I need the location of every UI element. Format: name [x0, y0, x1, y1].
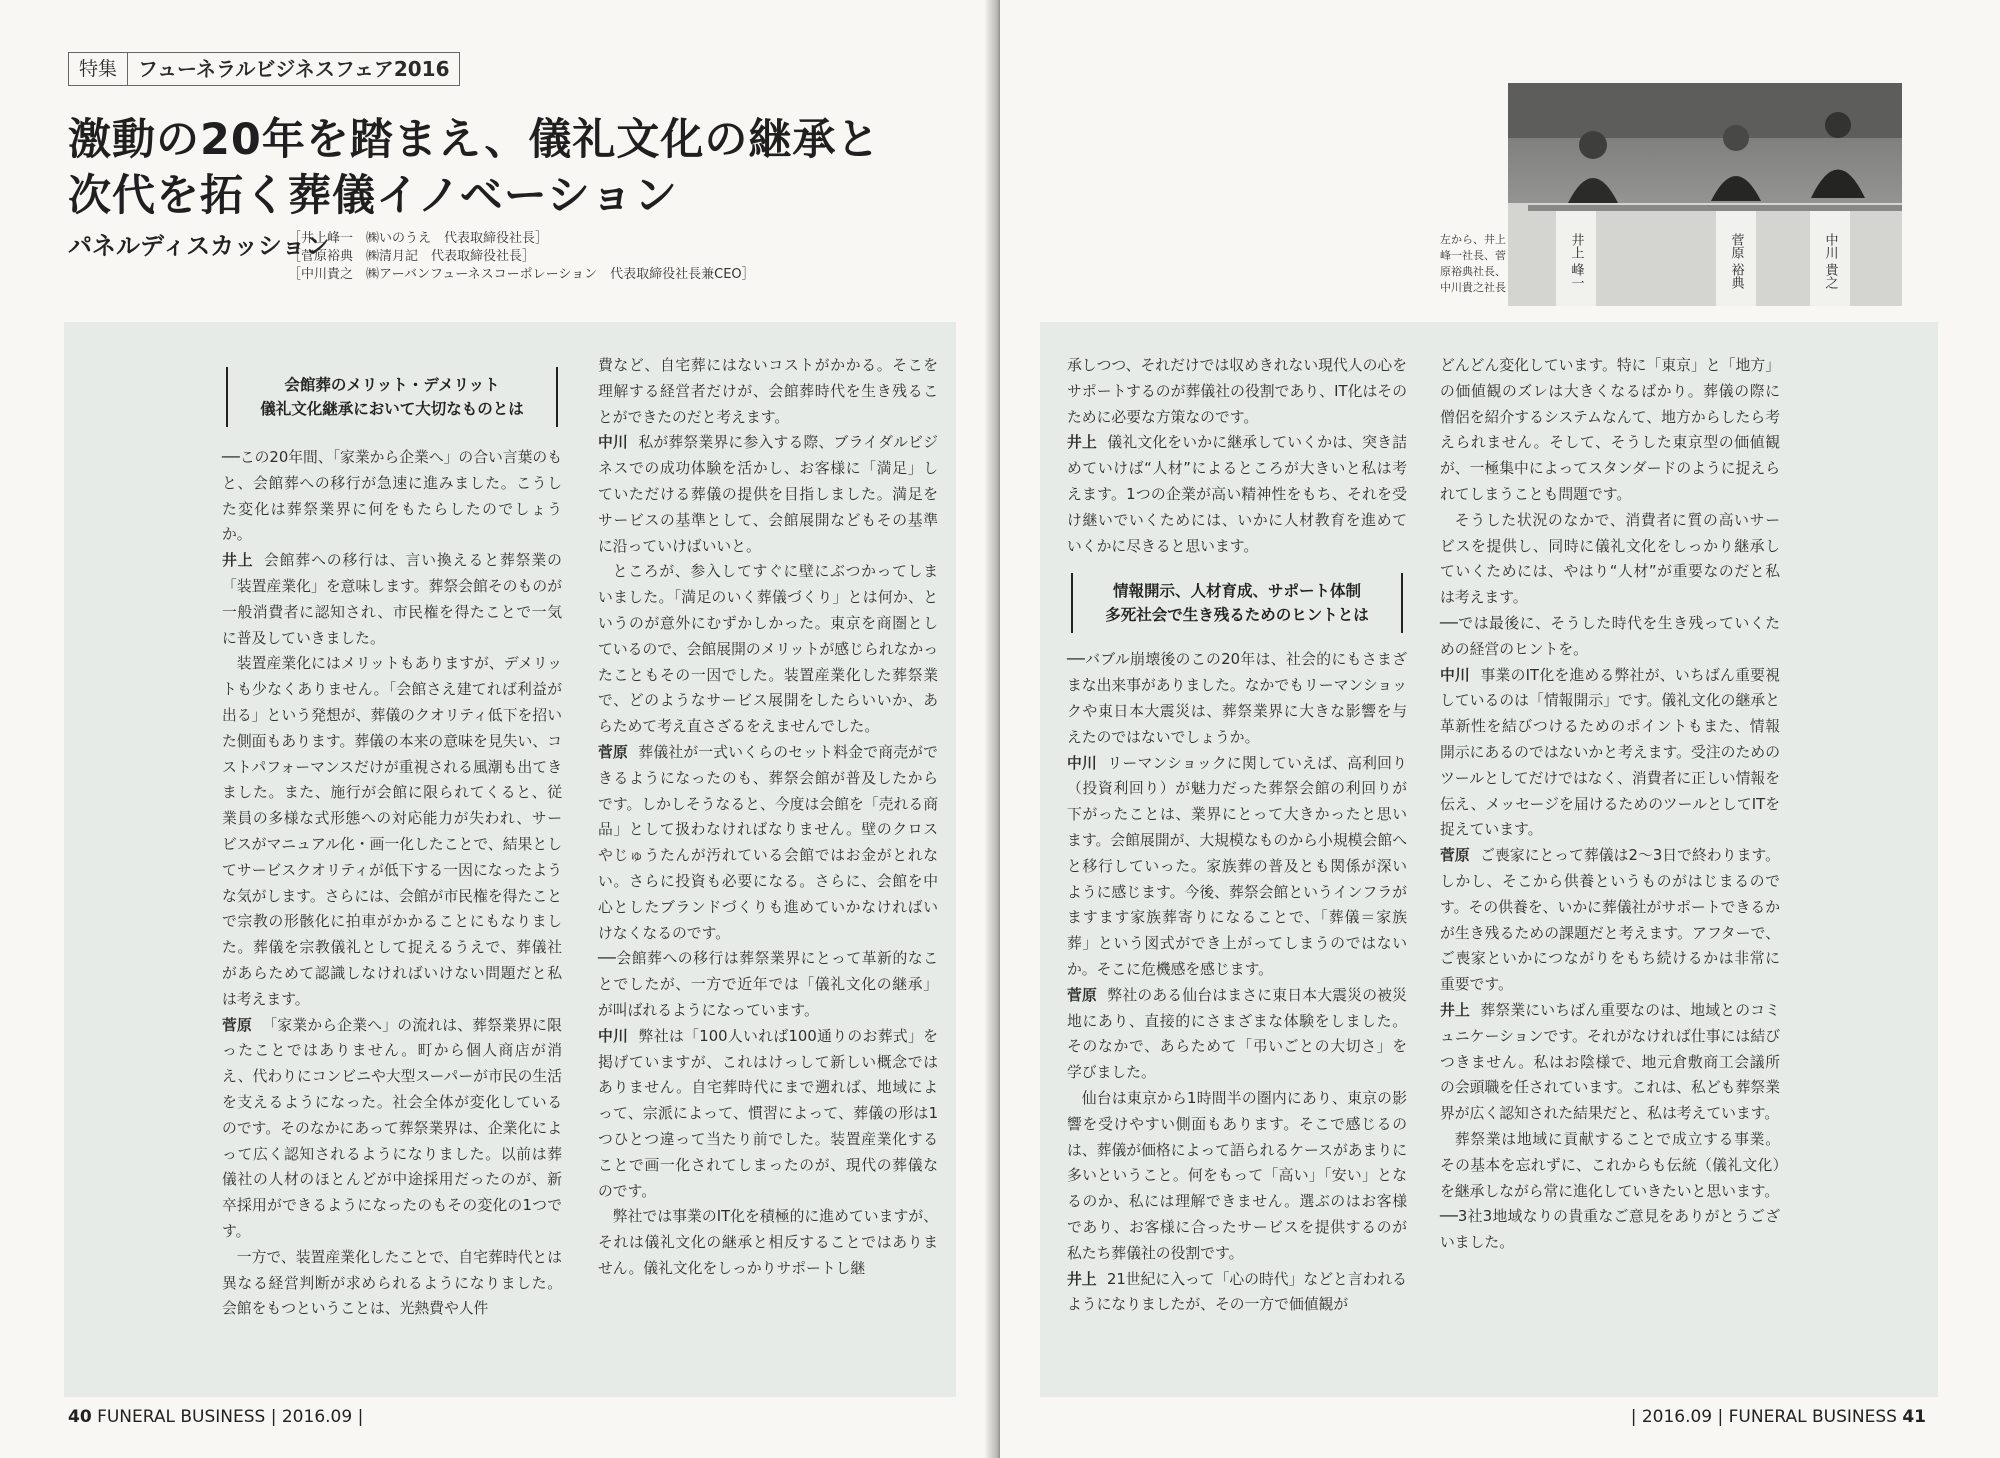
paragraph [1067, 353, 1407, 430]
paragraph [1440, 611, 1780, 663]
paragraph [1440, 508, 1780, 611]
paragraph-text: ──では最後に、そうした時代を生き残っていくための経営のヒントを。 [1440, 614, 1780, 658]
nameplate-3: 中川 貴之 [1822, 233, 1838, 290]
paragraph [1440, 998, 1780, 1127]
headline-line-1: 激動の20年を踏まえ、儀礼文化の継承と [68, 115, 881, 165]
section-1-line-1: 会館葬のメリット・デメリット [284, 376, 500, 394]
paragraph [222, 1013, 562, 1245]
paragraph-text: ご喪家にとって葬儀は2～3日で終わります。しかし、そこから供養というものがはじまるのです。その供養を、いかに葬儀社がサポートできるかが生き残るための課題だと考えます。アフターで、ご喪家といかにつながりをもち続けるかは非常に重要です。 [1440, 847, 1780, 994]
folio-right [1631, 1407, 1926, 1427]
paragraph [598, 1024, 938, 1205]
paragraph [222, 548, 562, 651]
paragraph [1440, 1204, 1780, 1256]
paragraph-text: 21世紀に入って「心の時代」などと言われるようになりましたが、その一方で価値観が [1067, 1270, 1407, 1314]
paragraph-text: ──バブル崩壊後のこの20年は、社会的にもさまざまな出来事がありました。なかでもリーマンショックや東日本大震災は、葬祭業界に大きな影響を与えたのではないでしょうか。 [1067, 651, 1407, 746]
folio-left-text: FUNERAL BUSINESS | 2016.09 | [91, 1407, 364, 1427]
feature-tag [68, 52, 460, 86]
article-subhead: パネルディスカッション [68, 232, 330, 260]
section-1-line-2: 儀礼文化継承において大切なものとは [260, 400, 524, 418]
paragraph [598, 559, 938, 740]
paragraph-text: どんどん変化しています。特に「東京」と「地方」の価値観のズレは大きくなるばかり。葬儀の際に僧侶を紹介するシステムなんて、地方からしたら考えられません。そして、そうした東京型の価値観が、一極集中によってスタンダードのように捉えられてしまうことも問題です。 [1440, 357, 1780, 503]
photo-caption: 左から、井上峰一社長、菅原裕典社長、中川貴之社長 [1440, 233, 1506, 294]
speaker-name: 菅原 [598, 743, 628, 761]
paragraph-text: 装置産業化にはメリットもありますが、デメリットも少なくありません。「会館さえ建てれば利益が出る」という発想が、葬儀のクオリティ低下を招いた側面もあります。葬儀の本来の意味を見失い、コストパフォーマンスだけが重視される風潮も出てきました。また、施行が会館に限られてくると、従業員の多様な式形態への対応能力が失われ、サービスがマニュアル化・画一化したことで、結果としてサービスクオリティが低下する一因になったような気がします。さらには、会館が市民権を得たことで宗教の形骸化に拍車がかかることにもなりました。葬儀を宗教儀礼として捉えるうえで、葬儀社があらためて認識しなければいけない問題だと私は考えます。 [222, 655, 562, 1008]
paragraph [222, 651, 562, 1012]
article-headline [68, 112, 918, 224]
paragraph [222, 1245, 562, 1322]
speaker-name: 中川 [1440, 666, 1471, 684]
section-heading-2 [1071, 573, 1403, 633]
paragraph-text: 私が葬祭業界に参入する際、ブライダルビジネスでの成功体験を活かし、お客様に「満足」していただける葬儀の提供を目指しました。満足をサービスの基準として、会館展開などもその基準に沿っていけばいいと。 [598, 434, 938, 555]
nameplate-2: 菅原 裕典 [1728, 233, 1744, 290]
paragraph-text: そうした状況のなかで、消費者に質の高いサービスを提供し、同時に儀礼文化をしっかり継承していくためには、やはり“人材”が重要なのだと私は考えます。 [1440, 511, 1780, 607]
headline-line-2: 次代を拓く葬儀イノベーション [68, 171, 678, 221]
paragraph-text: 葬儀社が一式いくらのセット料金で商売ができるようになったのも、葬祭会館が普及したからです。しかしそうなると、今度は会館を「売れる商品」として扱わなければなりません。壁のクロスやじゅうたんが汚れている会館ではお金がとれない。さらに投資も必要になる。さらに、会館を中心としたブランドづくりも進めていかなければいけなくなるのです。 [598, 743, 938, 942]
paragraph [1067, 647, 1407, 750]
paragraph-text: 弊社では事業のIT化を積極的に進めていますが、それは儀礼文化の継承と相反することではありません。儀礼文化をしっかりサポートし継 [598, 1208, 938, 1277]
speaker-name: 中川 [598, 1027, 629, 1045]
speaker-name: 井上 [1067, 1270, 1097, 1288]
column-2 [598, 353, 938, 1282]
paragraph-text: リーマンショックに関していえば、高利回り（投資利回り）が魅力だった葬祭会館の利回りが下がったことは、業界にとって大きかったと思います。会館展開が、大規模なものから小規模会館へと移行していった。家族葬の普及とも関係が深いように感じます。今後、葬祭会館というインフラがますます家族葬寄りになることで、「葬儀＝家族葬」という図式ができ上がってしまうのではないか。そこに危機感を感じます。 [1067, 754, 1407, 978]
folio-left [68, 1407, 363, 1427]
panelist-list [288, 230, 755, 284]
paragraph [222, 445, 562, 548]
paragraph-text: ──会館葬への移行は葬祭業界にとって革新的なことでしたが、一方で近年では「儀礼文化の継承」が叫ばれるようになっています。 [598, 950, 938, 1019]
panelist-1: ［井上峰一 ㈱いのうえ 代表取締役社長］ [288, 231, 549, 246]
paragraph-text: 弊社は「100人いれば100通りのお葬式」を掲げていますが、これはけっして新しい概念ではありません。自宅葬時代にまで遡れば、地域によって、宗派によって、慣習によって、葬儀の形は1つひとつ違って当たり前でした。装置産業化することで画一化されてしまったのが、現代の葬儀なのです。 [598, 1027, 938, 1200]
paragraph-text: 葬祭業は地域に貢献することで成立する事業。その基本を忘れずに、これからも伝統（儀礼文化）を継承しながら常に進化していきたいと思います。 [1440, 1130, 1780, 1200]
paragraph [598, 740, 938, 946]
paragraph [598, 946, 938, 1023]
paragraph [1440, 843, 1780, 998]
panel-photo [1508, 83, 1902, 306]
paragraph-text: ──3社3地域なりの貴重なご意見をありがとうございました。 [1440, 1208, 1780, 1252]
left-page [0, 0, 990, 1458]
panel-photo-image [1508, 83, 1902, 306]
folio-right-text: | 2016.09 | FUNERAL BUSINESS [1630, 1407, 1903, 1427]
paragraph [1067, 1267, 1407, 1319]
section-2-line-1: 情報開示、人材育成、サポート体制 [1112, 582, 1361, 601]
nameplate-1: 井上 峰一 [1568, 233, 1584, 290]
paragraph [598, 353, 938, 430]
page-number-right: 41 [1902, 1407, 1926, 1427]
paragraph [1440, 353, 1780, 508]
speaker-name: 中川 [598, 434, 629, 452]
feature-title: フューネラルビジネスフェア2016 [138, 57, 450, 81]
paragraph-text: 費など、自宅葬にはないコストがかかる。そこを理解する経営者だけが、会館葬時代を生き残ることができたのだと考えます。 [598, 357, 938, 426]
section-heading-1 [226, 367, 558, 427]
paragraph-text: 弊社のある仙台はまさに東日本大震災の被災地にあり、直接的にさまざまな体験をしました。そのなかで、あらためて「弔いごとの大切さ」を学びました。 [1067, 986, 1407, 1082]
paragraph [1067, 1086, 1407, 1267]
panelist-3: ［中川貴之 ㈱アーバンフューネスコーポレーション 代表取締役社長兼CEO］ [288, 267, 755, 282]
paragraph-text: 儀礼文化をいかに継承していくかは、突き詰めていけば“人材”によるところが大きいと私は考えます。1つの企業が高い精神性をもち、それを受け継いでいくためには、いかに人材教育を進めていくかに尽きると思います。 [1067, 434, 1407, 555]
speaker-name: 井上 [222, 552, 254, 570]
speaker-name: 井上 [1067, 434, 1097, 452]
paragraph-text: 一方で、装置産業化したことで、自宅葬時代とは異なる経営判断が求められるようになりました。会館をもつということは、光熱費や人件 [222, 1248, 562, 1318]
paragraph-text: ──この20年間、「家業から企業へ」の合い言葉のもと、会館葬への移行が急速に進みました。こうした変化は葬祭業界に何をもたらしたのでしょうか。 [222, 449, 562, 544]
paragraph [1067, 751, 1407, 983]
paragraph [1440, 663, 1780, 844]
column-4 [1440, 353, 1780, 1256]
paragraph-text: 仙台は東京から1時間半の圏内にあり、東京の影響を受けやすい側面もあります。そこで感じるのは、葬儀が価格によって語られるケースがあまりに多いということ。何をもって「高い」「安い」となるのか、私には理解できません。選ぶのはお客様であり、お客様に合ったサービスを提供するのが私たち葬儀社の役割です。 [1067, 1089, 1407, 1262]
paragraph [1440, 1127, 1780, 1204]
speaker-name: 中川 [1067, 754, 1098, 772]
paragraph [598, 1204, 938, 1281]
speaker-name: 菅原 [222, 1016, 252, 1034]
paragraph [1067, 983, 1407, 1086]
paragraph-text: 承しつつ、それだけでは収めきれない現代人の心をサポートするのが葬儀社の役割であり、IT化はそのために必要な方策なのです。 [1067, 357, 1407, 426]
speaker-name: 井上 [1440, 1001, 1470, 1019]
feature-kind: 特集 [69, 53, 128, 85]
panelist-2: ［菅原裕典 ㈱清月記 代表取締役社長］ [288, 249, 536, 264]
section-2-line-2: 多死社会で生き残るためのヒントとは [1105, 606, 1369, 625]
page-number-left: 40 [68, 1407, 92, 1427]
paragraph-text: 葬祭業にいちばん重要なのは、地域とのコミュニケーションです。それがなければ仕事には結びつきません。私はお陰様で、地元倉敷商工会議所の会頭職を任されています。これは、私ども葬祭業界が広く認知された結果だと、私は考えています。 [1440, 1001, 1780, 1123]
column-1 [222, 367, 562, 1322]
speaker-name: 菅原 [1067, 986, 1097, 1004]
paragraph [598, 430, 938, 559]
speaker-name: 菅原 [1440, 847, 1470, 865]
paragraph [1067, 430, 1407, 559]
paragraph-text: ところが、参入してすぐに壁にぶつかってしまいました。「満足のいく葬儀づくり」とは何か、というのが意外にむずかしかった。東京を商圏としているので、会館展開のメリットが感じられなかったこともその一因でした。装置産業化した葬祭業で、どのようなサービス展開をしたらいいか、あらためて考え直さざるをえませんでした。 [598, 563, 938, 736]
paragraph-text: 会館葬への移行は、言い換えると葬祭業の「装置産業化」を意味します。葬祭会館そのものが一般消費者に認知され、市民権を得たことで一気に普及していきました。 [222, 552, 562, 647]
paragraph-text: 「家業から企業へ」の流れは、葬祭業界に限ったことではありません。町から個人商店が消え、代わりにコンビニや大型スーパーが市民の生活を支えるようになった。社会全体が変化しているのです。そのなかにあって葬祭業界は、企業化によって広く認知されるようになりました。以前は葬儀社の人材のほとんどが中途採用だったのが、新卒採用ができるようになったのもその変化の1つです。 [222, 1016, 562, 1240]
paragraph-text: 事業のIT化を進める弊社が、いちばん重要視しているのは「情報開示」です。儀礼文化の継承と革新性を結びつけるためのポイントもまた、情報開示にあるのではないかと考えます。受注のためのツールとしてだけではなく、消費者に正しい情報を伝え、メッセージを届けるためのツールとしてITを捉えています。 [1440, 666, 1780, 839]
column-3 [1067, 353, 1407, 1318]
